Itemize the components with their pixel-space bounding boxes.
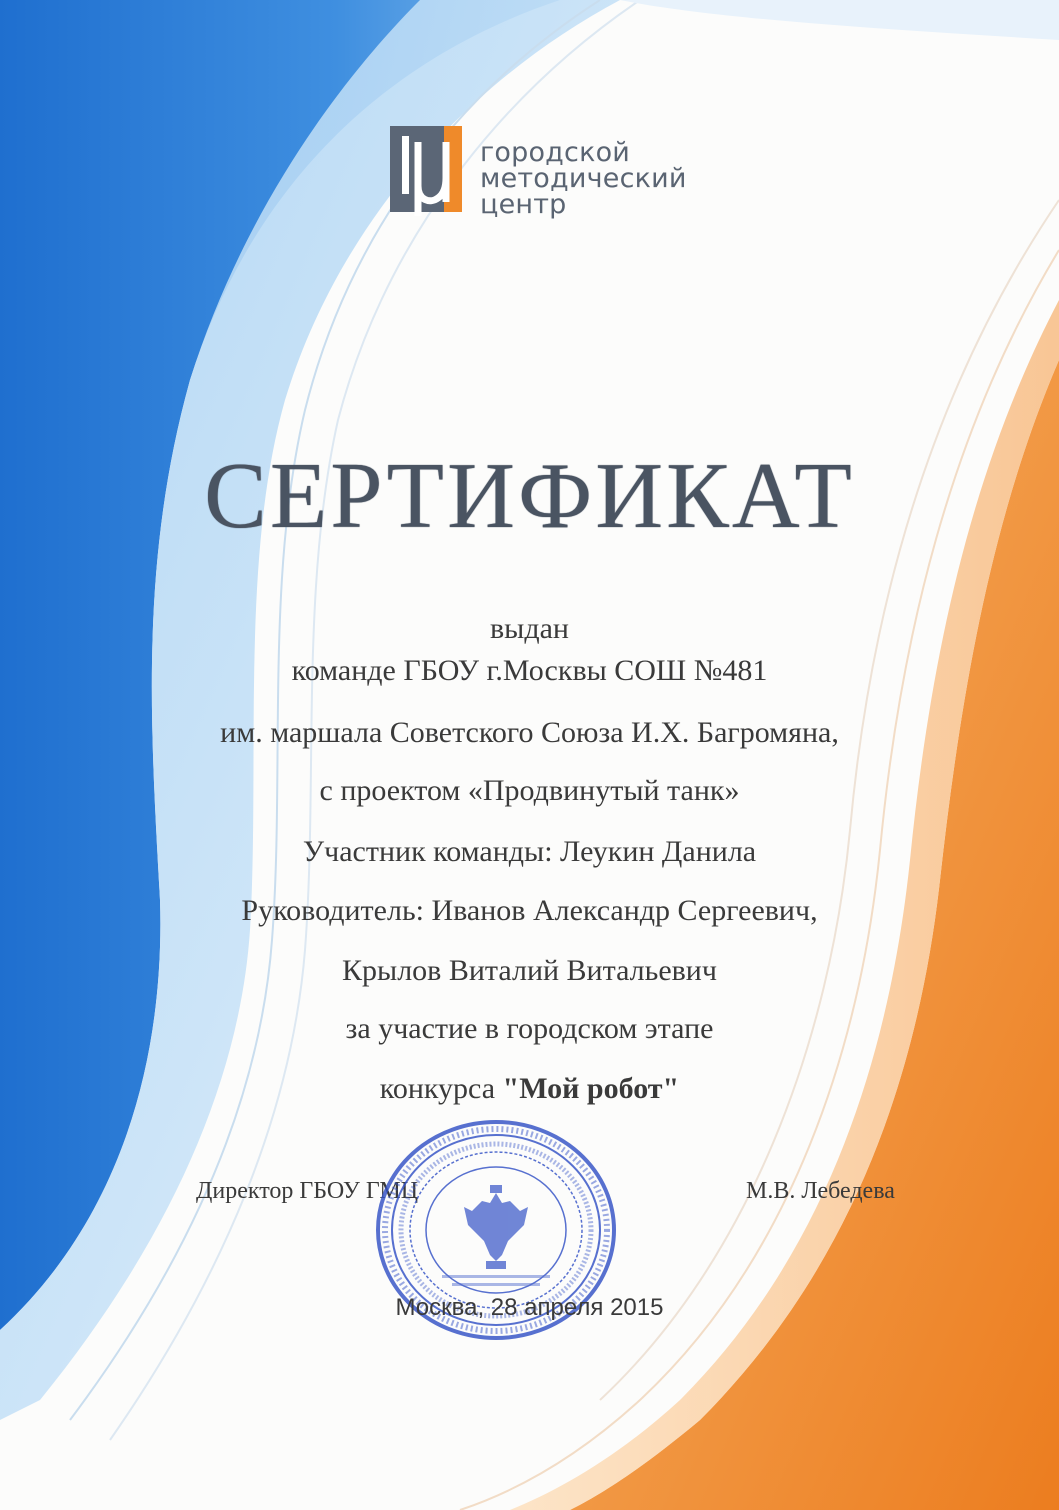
logo-line-3: центр bbox=[480, 189, 567, 220]
named-after-line: им. маршала Советского Союза И.Х. Багромяна, bbox=[220, 716, 839, 749]
logo-wordmark bbox=[480, 137, 687, 220]
gmc-logo-icon bbox=[384, 120, 470, 216]
certificate-title: СЕРТИФИКАТ bbox=[204, 444, 855, 548]
supervisor-line: Руководитель: Иванов Александр Сергеевич, bbox=[241, 894, 818, 927]
participant-line: Участник команды: Леукин Данила bbox=[302, 835, 757, 868]
signatory-position: Директор ГБОУ ГМЦ bbox=[196, 1178, 419, 1204]
contest-prefix: конкурса bbox=[379, 1072, 503, 1105]
team-line: команде ГБОУ г.Москвы СОШ №481 bbox=[291, 654, 768, 687]
contest-line bbox=[0, 1072, 1059, 1106]
issued-line: выдан bbox=[490, 612, 569, 645]
supervisor-line-2: Крылов Виталий Витальевич bbox=[342, 954, 717, 987]
issue-date: Москва, 28 апреля 2015 bbox=[395, 1294, 664, 1321]
contest-name: "Мой робот" bbox=[502, 1072, 680, 1105]
logo-line-1: городской bbox=[480, 137, 631, 168]
project-line: с проектом «Продвинутый танк» bbox=[319, 774, 740, 807]
reason-line: за участие в городском этапе bbox=[345, 1012, 714, 1045]
logo-line-2: методический bbox=[480, 163, 687, 194]
signatory-name: М.В. Лебедева bbox=[746, 1178, 895, 1204]
gmc-logo bbox=[384, 120, 704, 220]
